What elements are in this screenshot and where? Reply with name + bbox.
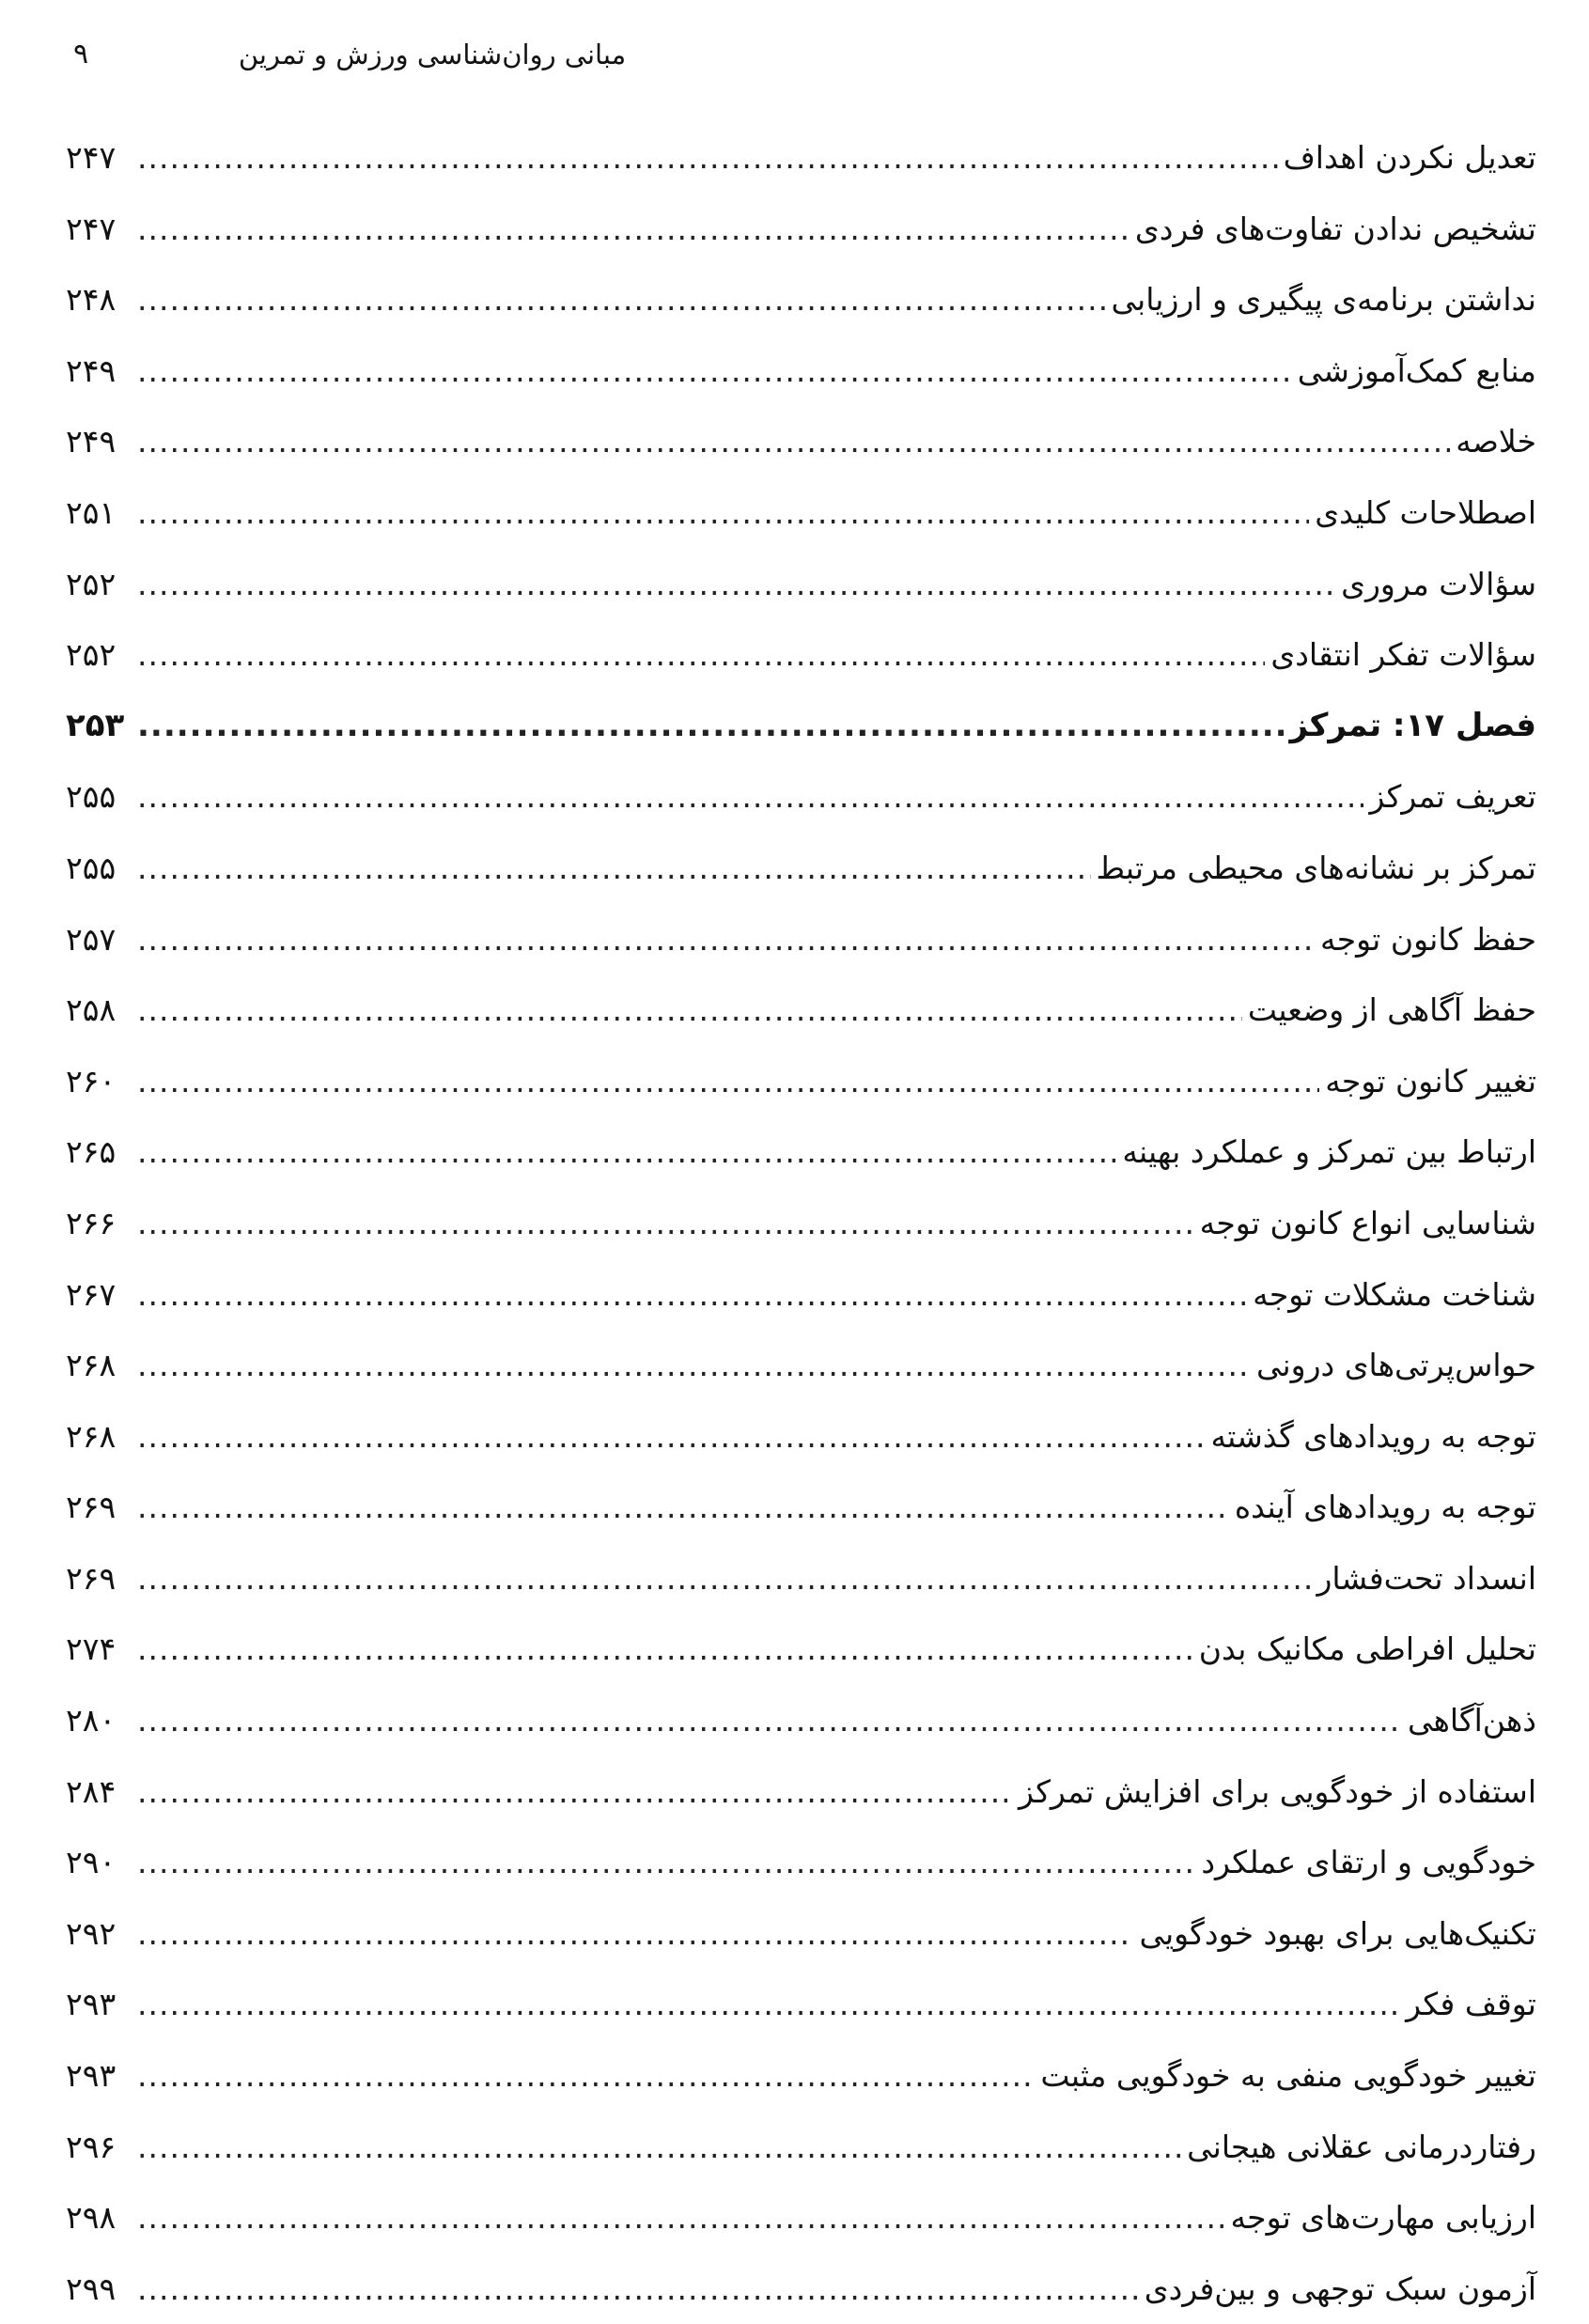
toc-leader-dots xyxy=(137,1685,1402,1756)
toc-entry-title: حفظ آگاهی از وضعیت xyxy=(1247,991,1536,1029)
toc-entry-page: ۲۵۷ xyxy=(66,920,117,958)
toc-leader-dots xyxy=(137,619,1265,691)
toc-leader-dots xyxy=(137,2112,1181,2183)
toc-entry xyxy=(66,2254,1536,2324)
toc-entry-page: ۲۶۸ xyxy=(66,1417,117,1455)
toc-entry-page: ۲۹۸ xyxy=(66,2199,117,2237)
toc-entry-title: سؤالات تفکر انتقادی xyxy=(1270,636,1536,674)
toc-entry xyxy=(66,549,1536,620)
toc-entry-title: شناخت مشکلات توجه xyxy=(1253,1275,1536,1313)
toc-leader-dots xyxy=(137,122,1278,194)
toc-leader-dots xyxy=(137,549,1335,620)
toc-entry xyxy=(66,2112,1536,2183)
toc-entry-title: سؤالات مروری xyxy=(1341,565,1536,602)
toc-entry-title: تکنیک‌هایی برای بهبود خودگویی xyxy=(1139,1914,1536,1952)
toc-entry xyxy=(66,1827,1536,1898)
toc-entry-title: ارزیابی مهارت‌های توجه xyxy=(1230,2199,1536,2237)
toc-leader-dots xyxy=(137,1188,1194,1259)
toc-entry xyxy=(66,619,1536,691)
toc-entry-page: ۲۹۶ xyxy=(66,2128,117,2165)
toc-entry xyxy=(66,2040,1536,2112)
toc-entry-title: توجه به رویدادهای گذشته xyxy=(1210,1417,1536,1455)
toc-entry xyxy=(66,1756,1536,1828)
toc-entry-page: ۲۶۶ xyxy=(66,1204,117,1241)
toc-leader-dots xyxy=(137,904,1315,975)
toc-entry xyxy=(66,761,1536,833)
toc-leader-dots xyxy=(137,1969,1400,2040)
toc-entry-page: ۲۴۷ xyxy=(66,139,117,176)
toc-entry xyxy=(66,833,1536,904)
toc-entry xyxy=(66,1330,1536,1401)
toc-entry-title: توجه به رویدادهای آینده xyxy=(1234,1489,1536,1526)
toc-entry-title: حواس‌پرتی‌های درونی xyxy=(1255,1347,1536,1384)
toc-leader-dots xyxy=(137,2040,1035,2112)
toc-entry-page: ۲۶۰ xyxy=(66,1062,117,1100)
toc-entry xyxy=(66,1401,1536,1473)
toc-entry-page: ۲۴۷ xyxy=(66,210,117,247)
toc-entry xyxy=(66,1472,1536,1543)
toc-entry xyxy=(66,194,1536,265)
toc-entry xyxy=(66,1543,1536,1614)
toc-leader-dots xyxy=(137,1827,1195,1898)
toc-entry-title: حفظ کانون توجه xyxy=(1320,920,1536,958)
toc-entry-title: انسداد تحت‌فشار xyxy=(1316,1559,1536,1597)
toc-entry-title: ارتباط بین تمرکز و عملکرد بهینه xyxy=(1122,1133,1536,1171)
toc-leader-dots xyxy=(137,761,1363,833)
toc-leader-dots xyxy=(137,833,1091,904)
toc-entry xyxy=(66,1614,1536,1685)
toc-leader-dots xyxy=(137,1401,1205,1473)
toc-entry xyxy=(66,904,1536,975)
toc-entry-page: ۲۵۸ xyxy=(66,991,117,1029)
toc-entry-page: ۲۵۱ xyxy=(66,493,117,531)
toc-leader-dots xyxy=(137,2254,1139,2324)
toc-leader-dots xyxy=(137,194,1129,265)
toc-entry-page: ۲۴۹ xyxy=(66,351,117,389)
toc-leader-dots xyxy=(137,975,1242,1046)
toc-entry-page: ۲۹۲ xyxy=(66,1914,117,1952)
toc-entry-title: خلاصه xyxy=(1456,423,1536,460)
toc-leader-dots xyxy=(137,1472,1229,1543)
toc-entry-page: ۲۶۷ xyxy=(66,1275,117,1313)
toc-entry-title: تغییر خودگویی منفی به خودگویی مثبت xyxy=(1040,2057,1536,2095)
toc-leader-dots xyxy=(137,1898,1133,1970)
toc-entry-page: ۲۵۵ xyxy=(66,849,117,886)
toc-entry-title: اصطلاحات کلیدی xyxy=(1315,493,1536,531)
toc-entry-page: ۲۵۲ xyxy=(66,636,117,674)
toc-entry-title: شناسایی انواع کانون توجه xyxy=(1199,1204,1536,1241)
toc-entry-title: رفتاردرمانی عقلانی هیجانی xyxy=(1187,2128,1536,2165)
toc-entry xyxy=(66,122,1536,194)
toc-entry xyxy=(66,1188,1536,1259)
toc-entry-page: ۲۶۵ xyxy=(66,1133,117,1171)
toc-entry-title: فصل ۱۷: تمرکز xyxy=(1289,706,1536,744)
page-number: ۹ xyxy=(73,38,89,70)
toc-entry-title: توقف فکر xyxy=(1406,1986,1536,2023)
toc-entry-title: تحلیل افراطی مکانیک بدن xyxy=(1198,1630,1536,1668)
toc-leader-dots xyxy=(137,1046,1319,1117)
toc-entry xyxy=(66,975,1536,1046)
toc-entry-page: ۲۴۸ xyxy=(66,281,117,319)
toc-entry-page: ۲۹۰ xyxy=(66,1844,117,1881)
toc-entry-page: ۲۸۰ xyxy=(66,1702,117,1739)
toc-leader-dots xyxy=(137,1259,1247,1331)
toc-entry-title: ذهن‌آگاهی xyxy=(1407,1702,1536,1739)
toc-entry-page: ۲۵۵ xyxy=(66,778,117,816)
toc-leader-dots xyxy=(137,691,1284,762)
toc-leader-dots xyxy=(137,1756,1013,1828)
toc-entry xyxy=(66,335,1536,407)
toc-entry xyxy=(66,264,1536,335)
toc-entry xyxy=(66,1116,1536,1188)
toc-chapter-heading xyxy=(66,691,1536,762)
toc-entry-page: ۲۹۳ xyxy=(66,2057,117,2095)
toc-leader-dots xyxy=(137,335,1292,407)
toc-leader-dots xyxy=(137,1116,1116,1188)
toc-leader-dots xyxy=(137,1614,1193,1685)
toc-entry-title: تشخیص ندادن تفاوت‌های فردی xyxy=(1134,210,1536,247)
toc-entry-title: نداشتن برنامه‌ی پیگیری و ارزیابی xyxy=(1111,281,1536,319)
toc-entry-title: تمرکز بر نشانه‌های محیطی مرتبط xyxy=(1096,849,1536,886)
toc-entry-title: خودگویی و ارتقای عملکرد xyxy=(1201,1844,1536,1881)
toc-leader-dots xyxy=(137,477,1309,549)
toc-entry-title: استفاده از خودگویی برای افزایش تمرکز xyxy=(1018,1772,1536,1810)
toc-entry-title: تغییر کانون توجه xyxy=(1325,1062,1536,1100)
toc-entry xyxy=(66,477,1536,549)
toc-entry-page: ۲۵۳ xyxy=(66,706,125,744)
toc-leader-dots xyxy=(137,264,1106,335)
toc-entry-page: ۲۶۹ xyxy=(66,1559,117,1597)
toc-entry-page: ۲۶۹ xyxy=(66,1489,117,1526)
table-of-contents xyxy=(66,122,1536,2324)
running-title: مبانی روان‌شناسی ورزش و تمرین xyxy=(238,39,627,70)
toc-entry-title: تعدیل نکردن اهداف xyxy=(1283,139,1536,176)
toc-entry xyxy=(66,2182,1536,2254)
toc-entry xyxy=(66,1685,1536,1756)
toc-entry-title: منابع کمک‌آموزشی xyxy=(1297,351,1536,389)
toc-entry-page: ۲۵۲ xyxy=(66,565,117,602)
toc-entry-page: ۲۷۴ xyxy=(66,1630,117,1668)
toc-entry-title: تعریف تمرکز xyxy=(1369,778,1536,816)
toc-entry-page: ۲۹۳ xyxy=(66,1986,117,2023)
toc-entry xyxy=(66,1046,1536,1117)
toc-entry xyxy=(66,1969,1536,2040)
toc-entry-page: ۲۶۸ xyxy=(66,1347,117,1384)
toc-entry xyxy=(66,1259,1536,1331)
toc-entry-page: ۲۸۴ xyxy=(66,1772,117,1810)
toc-entry-page: ۲۴۹ xyxy=(66,423,117,460)
toc-leader-dots xyxy=(137,2182,1224,2254)
toc-entry xyxy=(66,1898,1536,1970)
toc-leader-dots xyxy=(137,1543,1311,1614)
toc-entry xyxy=(66,406,1536,477)
toc-leader-dots xyxy=(137,1330,1251,1401)
page-header xyxy=(0,26,1589,83)
toc-entry-page: ۲۹۹ xyxy=(66,2269,117,2307)
toc-entry-title: آزمون سبک توجهی و بین‌فردی xyxy=(1144,2269,1536,2307)
toc-leader-dots xyxy=(137,406,1450,477)
